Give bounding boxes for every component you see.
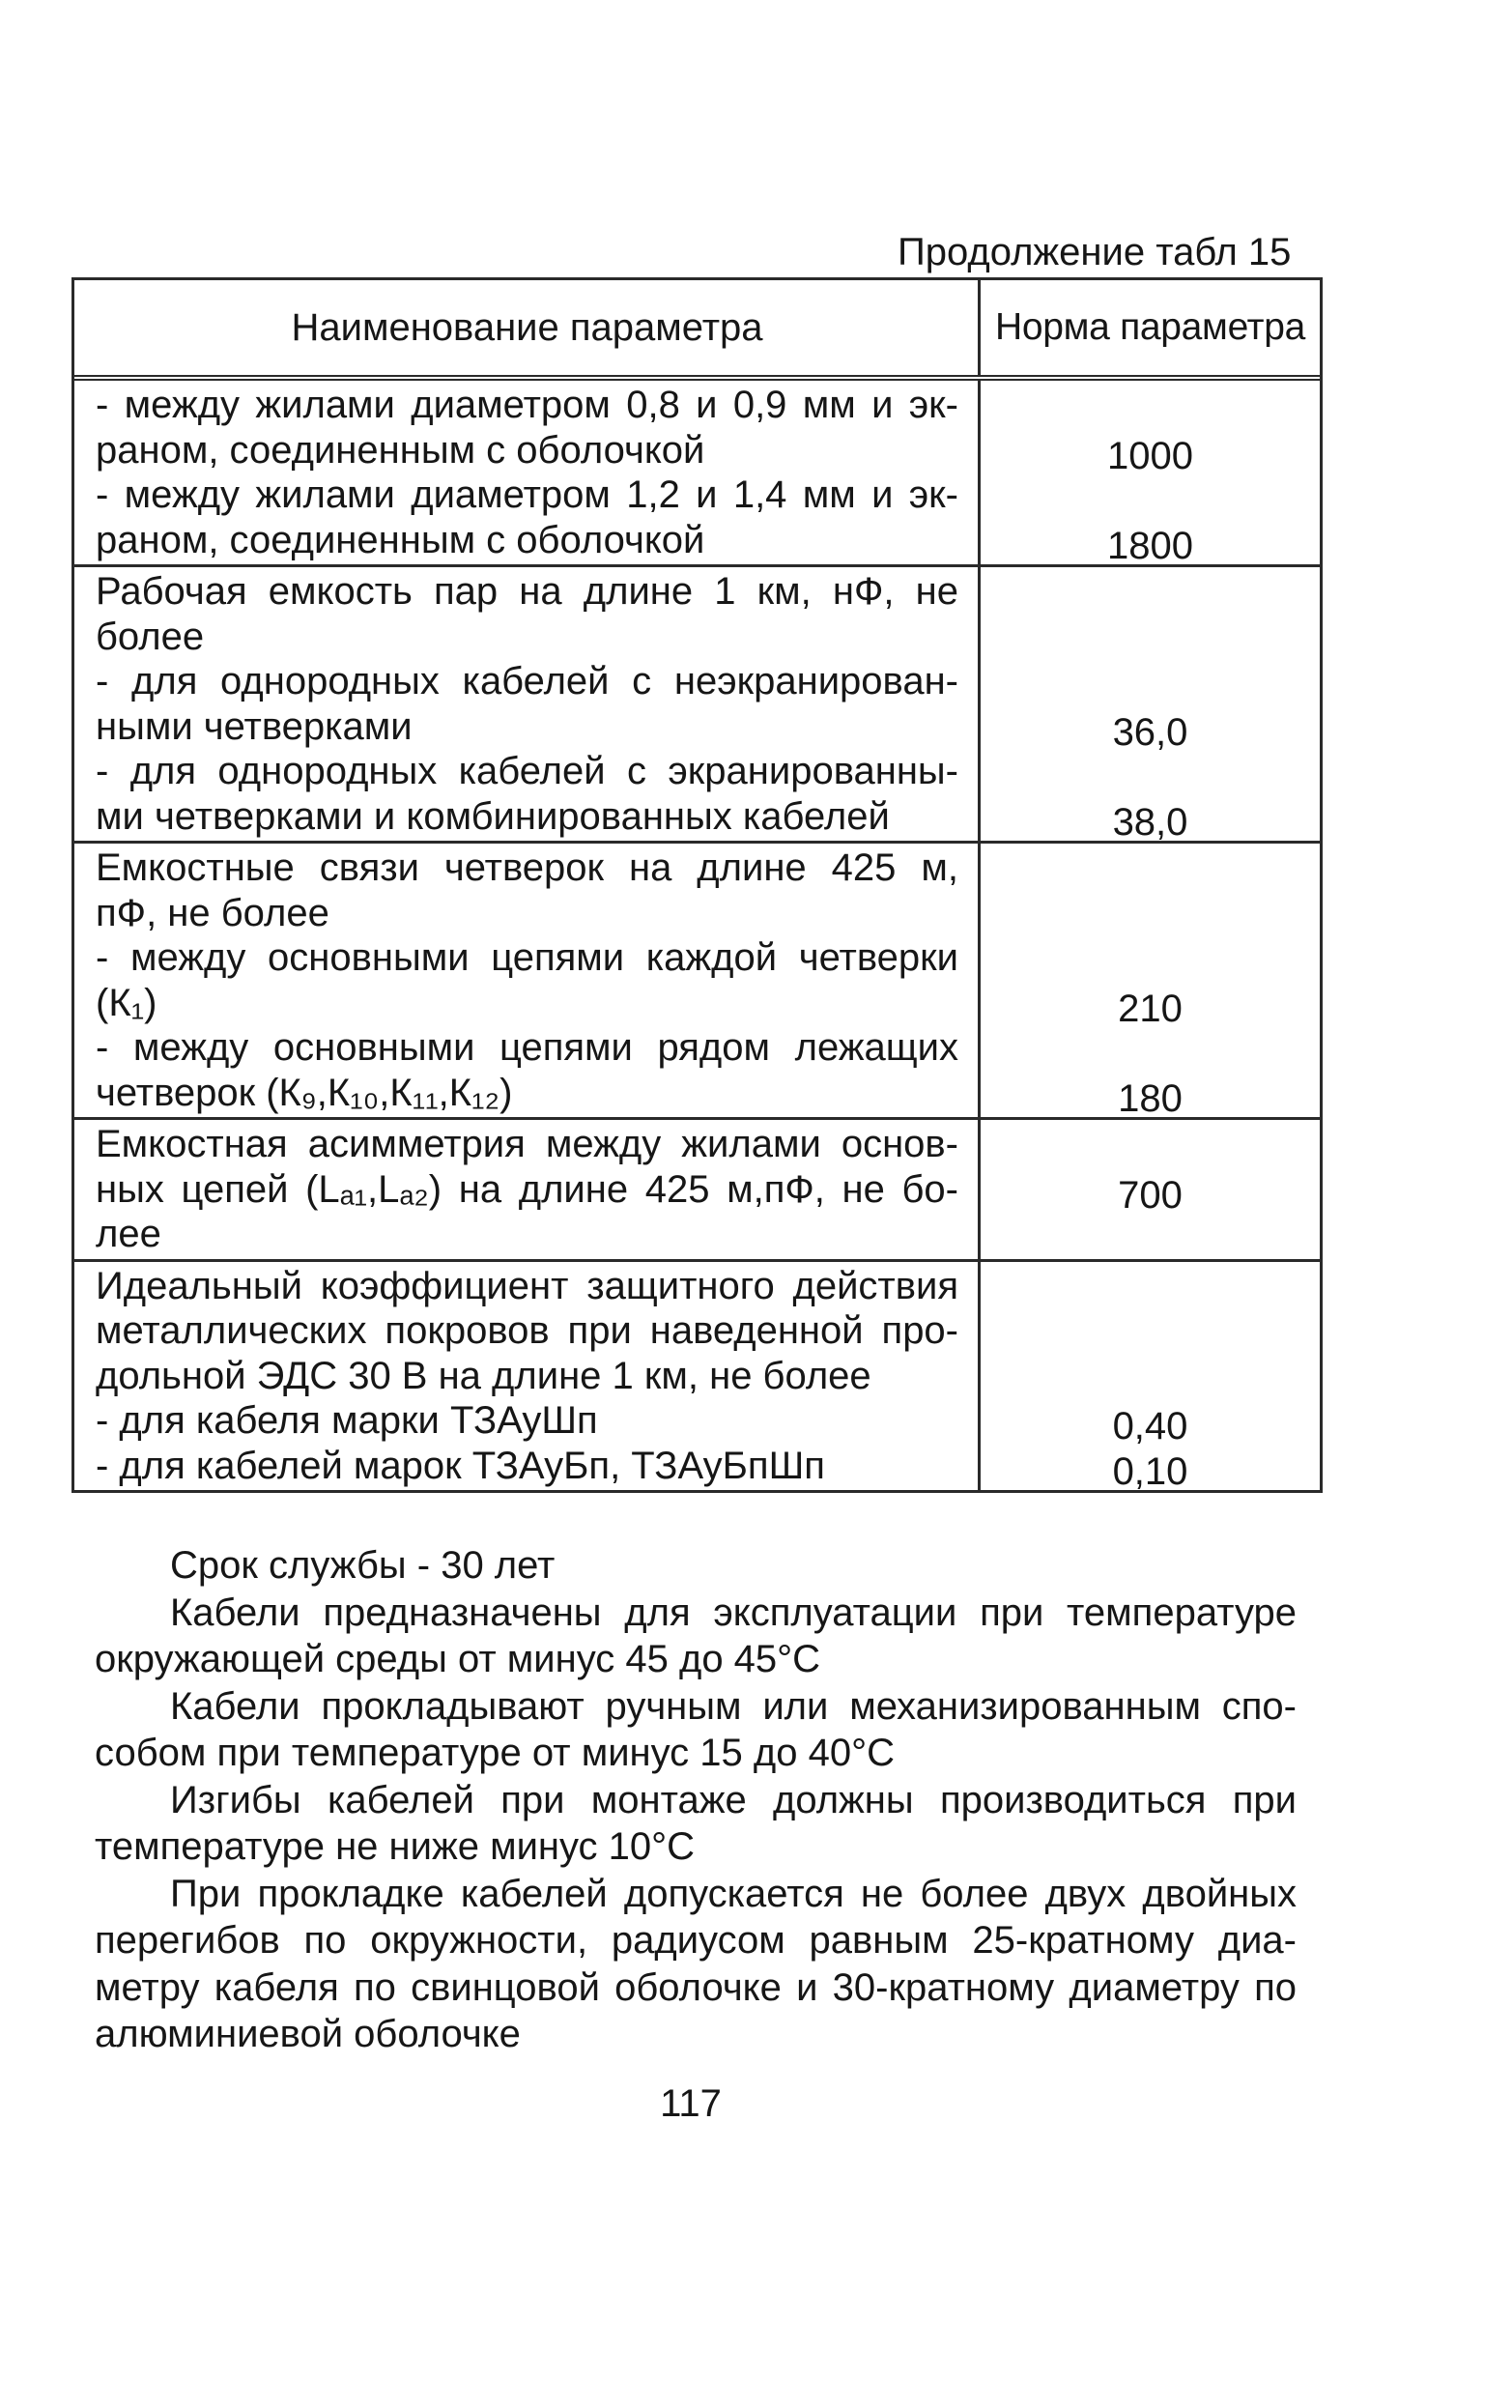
- parameter-text-line: - между основными цепями каждой четверки: [96, 936, 958, 979]
- parameter-text-line: четверок (К₉,К₁₀,К₁₁,К₁₂): [96, 1071, 513, 1114]
- paragraph-line: перегибов по окружности, радиусом равным 25-кратному диа-: [95, 1919, 1297, 1962]
- parameter-text-line: Идеальный коэффициент защитного действия: [96, 1264, 958, 1307]
- parameter-text-line: дольной ЭДС 30 В на длине 1 км, не более: [96, 1354, 871, 1397]
- paragraph-line: При прокладке кабелей допускается не более двух двойных: [170, 1872, 1297, 1915]
- table-header-row: [74, 280, 1320, 381]
- table-caption: Продолжение табл 15: [898, 231, 1292, 273]
- parameter-norm: [981, 844, 1320, 1120]
- parameter-text-line: металлических покровов при наведенной про-: [96, 1309, 958, 1352]
- parameter-text-line: лее: [96, 1213, 161, 1255]
- parameter-description: [74, 844, 981, 1117]
- norm-value: 210: [1118, 987, 1183, 1030]
- page-number: 117: [660, 2082, 722, 2125]
- norm-value: 180: [1118, 1076, 1183, 1120]
- parameter-text-line: - для кабеля марки ТЗАуШп: [96, 1399, 598, 1442]
- parameter-text-line: ными четверками: [96, 704, 413, 748]
- paragraph: [95, 1683, 1297, 1777]
- table-row: [74, 1120, 1320, 1262]
- parameters-table: [71, 277, 1323, 1493]
- parameter-norm: [981, 381, 1320, 567]
- parameter-text-line: раном, соединенным с оболочкой: [96, 518, 705, 561]
- paragraph-line: Кабели прокладывают ручным или механизированным спо-: [170, 1684, 1297, 1728]
- parameter-text-line: раном, соединенным с оболочкой: [96, 428, 705, 472]
- parameter-norm: [981, 1262, 1320, 1491]
- table-row: [74, 381, 1320, 567]
- paragraph-line: Кабели предназначены для эксплуатации при температуре: [170, 1591, 1297, 1634]
- norm-value: 36,0: [1112, 710, 1188, 754]
- parameter-text-line: Емкостная асимметрия между жилами основ-: [96, 1123, 958, 1165]
- paragraph-line: собом при температуре от минус 15 до 40°С: [95, 1732, 895, 1774]
- norm-value: 700: [1118, 1173, 1183, 1217]
- parameter-description: [74, 1262, 981, 1491]
- table-row: [74, 567, 1320, 844]
- body-text: [95, 1542, 1297, 2058]
- parameter-text-line: ми четверками и комбинированных кабелей: [96, 794, 890, 838]
- parameter-description: [74, 567, 981, 841]
- parameter-text-line: - для однородных кабелей с неэкранирован-: [96, 660, 958, 702]
- parameter-text-line: (К₁): [96, 981, 157, 1024]
- parameter-text-line: - для кабелей марок ТЗАуБп, ТЗАуБпШп: [96, 1444, 825, 1487]
- table-row: [74, 844, 1320, 1120]
- header-parameter-norm: Норма параметра: [994, 306, 1306, 348]
- paragraph: [95, 1871, 1297, 2058]
- paragraph-line: метру кабеля по свинцовой оболочке и 30-кратному диаметру по: [95, 1965, 1297, 2009]
- table-body: [74, 381, 1320, 1493]
- parameter-norm: [981, 567, 1320, 844]
- norm-value: 0,10: [1112, 1449, 1188, 1493]
- paragraph: [95, 1777, 1297, 1871]
- paragraph: [95, 1542, 1297, 1590]
- norm-value: 1000: [1107, 434, 1193, 477]
- paragraph-line: алюминиевой оболочке: [95, 2013, 521, 2055]
- paragraph: [95, 1590, 1297, 1683]
- parameter-text-line: Емкостные связи четверок на длине 425 м,: [96, 846, 958, 889]
- parameter-text-line: пФ, не более: [96, 891, 329, 934]
- norm-value: 0,40: [1112, 1405, 1188, 1448]
- norm-value: 38,0: [1112, 800, 1188, 844]
- table-row: [74, 1262, 1320, 1491]
- paragraph-line: температуре не ниже минус 10°С: [95, 1825, 696, 1868]
- header-parameter-name: Наименование параметра: [74, 280, 981, 375]
- norm-value: 1800: [1107, 524, 1193, 567]
- parameter-text-line: ных цепей (Lₐ₁,Lₐ₂) на длине 425 м,пФ, не бо-: [96, 1167, 958, 1211]
- parameter-text-line: Рабочая емкость пар на длине 1 км, нФ, не: [96, 570, 958, 613]
- parameter-text-line: - между основными цепями рядом лежащих: [96, 1026, 958, 1069]
- parameter-text-line: - для однородных кабелей с экранированны-: [96, 750, 958, 792]
- paragraph-line: Срок службы - 30 лет: [170, 1544, 556, 1587]
- paragraph-line: окружающей среды от минус 45 до 45°С: [95, 1638, 821, 1680]
- parameter-description: [74, 381, 981, 564]
- parameter-text-line: более: [96, 615, 205, 658]
- paragraph-line: Изгибы кабелей при монтаже должны производиться при: [170, 1778, 1297, 1821]
- parameter-norm: [981, 1120, 1320, 1259]
- parameter-text-line: - между жилами диаметром 1,2 и 1,4 мм и эк-: [96, 473, 958, 516]
- parameter-text-line: - между жилами диаметром 0,8 и 0,9 мм и эк-: [96, 384, 958, 426]
- parameter-description: [74, 1120, 981, 1259]
